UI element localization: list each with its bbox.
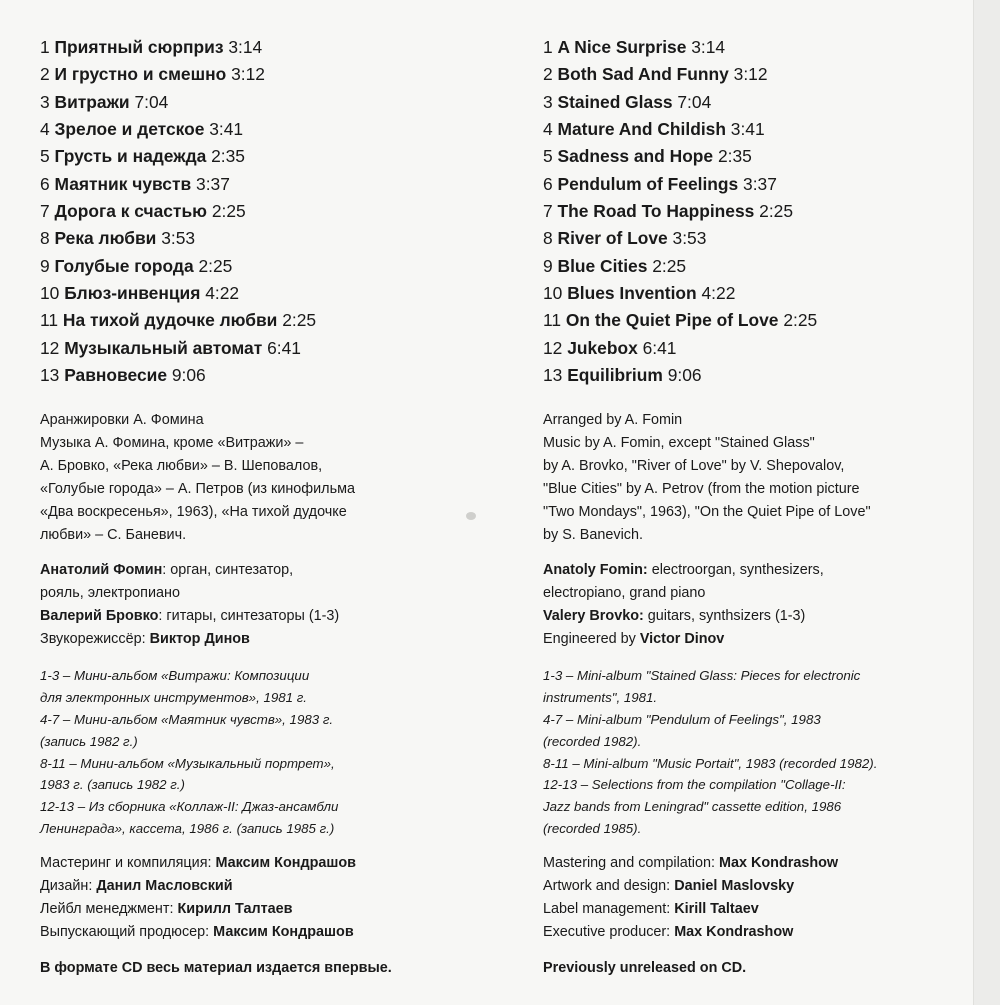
production-line: Mastering and compilation: Max Kondrashow — [543, 854, 839, 871]
track-item: 10 Blues Invention 4:22 — [543, 283, 736, 304]
musician-credits-ru — [40, 559, 480, 651]
musician-line: Анатолий Фомин: орган, синтезатор, — [40, 562, 294, 579]
track-item: 2 Both Sad And Funny 3:12 — [543, 64, 768, 85]
text-line: 8-11 – Mini-album "Music Portait", 1983 (recorded 1982). — [543, 755, 878, 771]
production-credits-en — [543, 852, 983, 944]
production-line: Дизайн: Данил Масловский — [40, 877, 233, 894]
track-item: 7 The Road To Happiness 2:25 — [543, 201, 794, 222]
text-line: (recorded 1982). — [543, 733, 642, 749]
musician-line: Валерий Бровко: гитары, синтезаторы (1-3) — [40, 608, 340, 625]
track-item: 4 Mature And Childish 3:41 — [543, 119, 765, 140]
tracklist-ru — [40, 34, 480, 389]
track-item: 9 Голубые города 2:25 — [40, 255, 233, 276]
text-line: "Blue Cities" by A. Petrov (from the motion picture — [543, 481, 860, 498]
arrangement-credits-ru — [40, 409, 480, 547]
release-notes-en — [543, 665, 983, 839]
text-line: 1-3 – Мини-альбом «Витражи: Композиции — [40, 668, 310, 684]
engineer-line: Engineered by Victor Dinov — [543, 631, 725, 648]
text-line: Ленинграда», кассета, 1986 г. (запись 1985 г.) — [40, 821, 335, 837]
text-line: Аранжировки А. Фомина — [40, 412, 204, 429]
text-line: by S. Banevich. — [543, 527, 643, 544]
track-item: 2 И грустно и смешно 3:12 — [40, 64, 265, 85]
final-note-en: Previously unreleased on CD. — [543, 959, 747, 976]
track-item: 11 На тихой дудочке любви 2:25 — [40, 310, 317, 331]
musician-line: Anatoly Fomin: electroorgan, synthesizers, — [543, 562, 824, 579]
production-line: Выпускающий продюсер: Максим Кондрашов — [40, 923, 354, 940]
musician-line: рояль, электропиано — [40, 585, 180, 602]
english-column — [543, 34, 983, 980]
track-item: 3 Витражи 7:04 — [40, 91, 169, 112]
musician-line: Valery Brovko: guitars, synthsizers (1-3) — [543, 608, 806, 625]
track-item: 6 Маятник чувств 3:37 — [40, 173, 230, 194]
tracklist-en — [543, 34, 983, 389]
track-item: 13 Равновесие 9:06 — [40, 365, 206, 386]
musician-credits-en — [543, 559, 983, 651]
text-line: instruments", 1981. — [543, 690, 658, 706]
track-item: 5 Sadness and Hope 2:35 — [543, 146, 752, 167]
text-line: А. Бровко, «Река любви» – В. Шеповалов, — [40, 458, 323, 475]
production-line: Мастеринг и компиляция: Максим Кондрашов — [40, 854, 356, 871]
text-line: Music by A. Fomin, except "Stained Glass" — [543, 435, 815, 452]
text-line: 4-7 – Мини-альбом «Маятник чувств», 1983 г. — [40, 712, 334, 728]
production-line: Artwork and design: Daniel Maslovsky — [543, 877, 795, 894]
text-line: Музыка А. Фомина, кроме «Витражи» – — [40, 435, 304, 452]
production-credits-ru — [40, 852, 480, 944]
text-line: Arranged by A. Fomin — [543, 412, 683, 429]
track-item: 9 Blue Cities 2:25 — [543, 255, 687, 276]
text-line: 1983 г. (запись 1982 г.) — [40, 777, 185, 793]
text-line: «Голубые города» – А. Петров (из кинофильма — [40, 481, 355, 498]
text-line: для электронных инструментов», 1981 г. — [40, 690, 307, 706]
track-item: 4 Зрелое и детское 3:41 — [40, 119, 244, 140]
track-item: 12 Jukebox 6:41 — [543, 337, 677, 358]
musician-line: electropiano, grand piano — [543, 585, 706, 602]
text-line: Jazz bands from Leningrad" cassette edition, 1986 — [543, 799, 842, 815]
track-item: 13 Equilibrium 9:06 — [543, 365, 702, 386]
text-line: любви» – С. Баневич. — [40, 527, 187, 544]
track-item: 3 Stained Glass 7:04 — [543, 91, 712, 112]
text-line: «Два воскресенья», 1963), «На тихой дудочке — [40, 504, 347, 521]
track-item: 7 Дорога к счастью 2:25 — [40, 201, 246, 222]
text-line: 4-7 – Mini-album "Pendulum of Feelings", 1983 — [543, 712, 821, 728]
track-item: 11 On the Quiet Pipe of Love 2:25 — [543, 310, 818, 331]
text-line: 12-13 – Selections from the compilation "Collage-II: — [543, 777, 846, 793]
russian-column — [40, 34, 480, 980]
track-item: 1 A Nice Surprise 3:14 — [543, 37, 726, 57]
track-item: 8 Река любви 3:53 — [40, 228, 196, 249]
release-notes-ru — [40, 665, 480, 839]
engineer-line: Звукорежиссёр: Виктор Динов — [40, 631, 250, 648]
track-item: 8 River of Love 3:53 — [543, 228, 707, 249]
text-line: "Two Mondays", 1963), "On the Quiet Pipe of Love" — [543, 504, 871, 521]
text-line: (запись 1982 г.) — [40, 733, 138, 749]
text-line: 8-11 – Мини-альбом «Музыкальный портрет», — [40, 755, 335, 771]
track-item: 6 Pendulum of Feelings 3:37 — [543, 173, 777, 194]
track-item: 10 Блюз-инвенция 4:22 — [40, 283, 240, 304]
text-line: by A. Brovko, "River of Love" by V. Shepovalov, — [543, 458, 845, 475]
track-item: 1 Приятный сюрприз 3:14 — [40, 37, 263, 57]
track-item: 5 Грусть и надежда 2:35 — [40, 146, 245, 167]
track-item: 12 Музыкальный автомат 6:41 — [40, 337, 301, 358]
text-line: 12-13 – Из сборника «Коллаж-II: Джаз-ансамбли — [40, 799, 339, 815]
production-line: Лейбл менеджмент: Кирилл Талтаев — [40, 900, 293, 917]
production-line: Executive producer: Max Kondrashow — [543, 923, 794, 940]
arrangement-credits-en — [543, 409, 983, 547]
text-line: (recorded 1985). — [543, 821, 642, 837]
final-note-ru: В формате CD весь материал издается впервые. — [40, 959, 392, 976]
production-line: Label management: Kirill Taltaev — [543, 900, 759, 917]
text-line: 1-3 – Mini-album "Stained Glass: Pieces for electronic — [543, 668, 861, 684]
